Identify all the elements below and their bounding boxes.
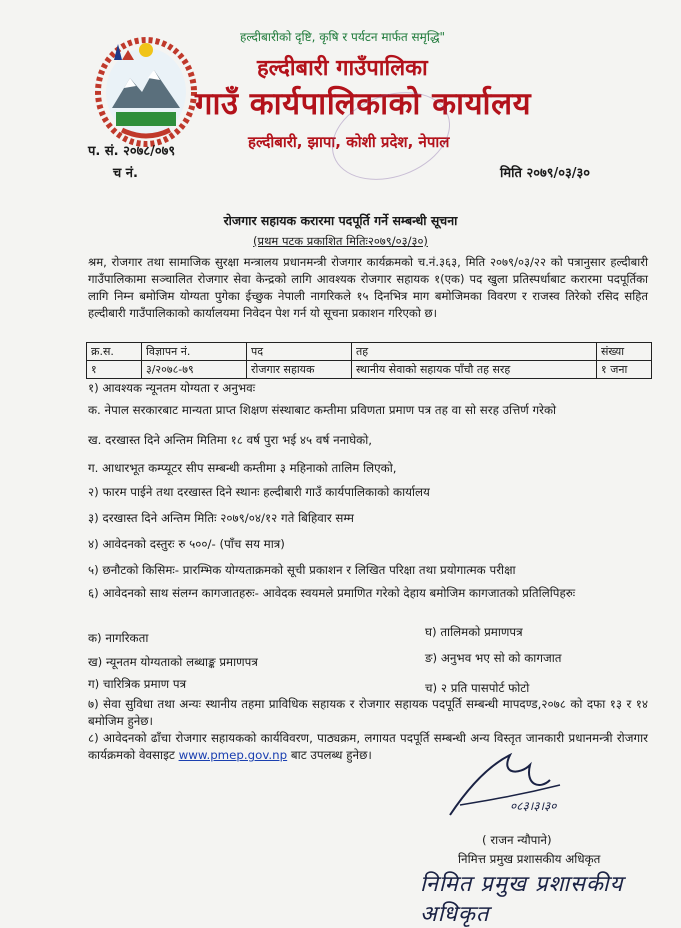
slogan: हल्दीबारीको दृष्टि, कृषि र पर्यटन मार्फत समृद्धि" (240, 30, 446, 44)
item-more-info-text-b: बाट उपलब्ध हुनेछ। (287, 748, 372, 762)
handwritten-title: निमित प्रमुख प्रशासकीय अधिकृत (420, 872, 624, 927)
table-header-row (87, 343, 652, 361)
signatory-name: ( राजन न्यौपाने) (482, 833, 552, 847)
table-header-cell: संख्या (597, 343, 652, 361)
table-cell: स्थानीय सेवाको सहायक पाँचौ तह सरह (352, 361, 597, 379)
table-row (87, 361, 652, 379)
item-service-facility: ७) सेवा सुविधा तथा अन्यः स्थानीय तहमा प्राविधिक सहायक र रोजगार सहायक पदपूर्ति सम्बन्धी मापदण्ड,२०७८ को दफा १३ र १४ बमोजिम हुनेछ। (88, 697, 648, 728)
notice-title: रोजगार सहायक करारमा पदपूर्ति गर्ने सम्बन्धी सूचना (223, 213, 458, 228)
table-header-cell: पद (247, 343, 352, 361)
notice-subtitle-text: (प्रथम पटक प्रकाशित मितिः२०७९/०३/३०) (253, 234, 428, 248)
item-deadline: ३) दरखास्त दिने अन्तिम मितिः २०७९/०४/१२ गते बिहिवार सम्म (88, 511, 354, 525)
item-fee: ४) आवेदनको दस्तुरः रु ५००/- (पाँच सय मात्र) (88, 537, 285, 551)
table-cell: ३/२०७८-७९ (142, 361, 247, 379)
issue-date: मिति २०७९/०३/३० (500, 166, 591, 181)
dispatch-number: च नं. (113, 166, 138, 181)
doc-training-certificate: घ) तालिमको प्रमाणपत्र (425, 625, 523, 639)
item-qualification-c: ग. आधारभूत कम्प्यूटर सीप सम्बन्धी कम्तीमा ३ महिनाको तालिम लिएको, (88, 461, 397, 475)
nepal-emblem-icon (92, 30, 200, 148)
signature-icon (430, 745, 580, 825)
table-header-cell: क्र.स. (87, 343, 142, 361)
table-cell: १ (87, 361, 142, 379)
table-header-cell: विज्ञापन नं. (142, 343, 247, 361)
doc-character: ग) चारित्रिक प्रमाण पत्र (88, 677, 187, 691)
item-qualification-b: ख. दरखास्त दिने अन्तिम मितिमा १८ वर्ष पुरा भई ४५ वर्ष ननाघेको, (88, 433, 373, 447)
item-qualification: १) आवश्यक न्यूनतम योग्यता र अनुभवः (88, 381, 256, 395)
table-header-cell: तह (352, 343, 597, 361)
table-cell: १ जना (597, 361, 652, 379)
item-application-place: २) फारम पाईने तथा दरखास्त दिने स्थानः हल्दीबारी गाउँ कार्यपालिकाको कार्यालय (88, 485, 430, 499)
signatory-title: निमित्त प्रमुख प्रशासकीय अधिकृत (458, 852, 601, 866)
pmep-website-link[interactable]: www.pmep.gov.np (178, 748, 288, 762)
doc-passport-photo: च) २ प्रति पासपोर्ट फोटो (425, 681, 530, 695)
notice-subtitle (0, 234, 681, 249)
item-selection-method: ५) छनौटको किसिमः- प्रारम्भिक योग्यताक्रमको सूची प्रकाशन र लिखित परिक्षा तथा प्रयोगात्मक परीक्षा (88, 563, 516, 577)
notice-intro: श्रम, रोजगार तथा सामाजिक सुरक्षा मन्त्रालय प्रधानमन्त्री रोजगार कार्यक्रमको च.नं.३६३, मिति २०७९/०३/२२ को पत्रानुसार हल्दीबारी गाउँपालिकामा सञ्चालित रोजगार सेवा केन्द्रको लागि आवश्यक रोजगार सहायक १(एक) पद खुला प्रतिस्पर्धाबाट करारमा पदपूर्तिका लागि निम्न बमोजिम योग्यता पुगेका ईच्छुक नेपाली नागरिकले १५ दिनभित्र माग बमोजिमका विवरण र राजस्व तिरेको रसिद सहित हल्दीबारी गाउँपालिकाको कार्यालयमा निवेदन पेश गर्न यो सूचना प्रकाशन गरिएको छ। (88, 255, 648, 320)
doc-marksheet: ख) न्यूनतम योग्यताको लब्धाङ्क प्रमाणपत्र (88, 655, 258, 669)
item-more-info-text-a: ८) आवेदनको ढाँचा रोजगार सहायकको कार्यविवरण, पाठ्यक्रम, लगायत पदपूर्ति सम्बन्धी अन्य विस्तृत जानकारी प्रधानमन्त्री रोजगार कार्यक्रमको वेवसाइट (88, 731, 648, 762)
office-name: गाउँ कार्यपालिकाको कार्यालय (195, 86, 532, 122)
item-qualification-a: क. नेपाल सरकारबाट मान्यता प्राप्त शिक्षण संस्थाबाट कम्तीमा प्रविणता प्रमाण पत्र तह वा सो सरह उत्तिर्ण गरेको (88, 403, 557, 417)
item-documents: ६) आवेदनको साथ संलग्न कागजातहरुः- आवेदक स्वयमले प्रमाणित गरेको देहाय बमोजिम कागजातको प्रतिलिपिहरुः (88, 586, 576, 600)
table-cell: रोजगार सहायक (247, 361, 352, 379)
municipality-name: हल्दीबारी गाउँपालिका (257, 56, 428, 81)
signature-date: ०८३।३।३० (510, 799, 557, 813)
doc-citizenship: क) नागरिकता (88, 631, 149, 645)
reference-number: प. सं. २०७८/०७९ (88, 144, 176, 159)
office-address: हल्दीबारी, झापा, कोशी प्रदेश, नेपाल (248, 133, 450, 151)
vacancy-table (86, 342, 652, 379)
doc-experience: ङ) अनुभव भए सो को कागजात (425, 651, 562, 665)
